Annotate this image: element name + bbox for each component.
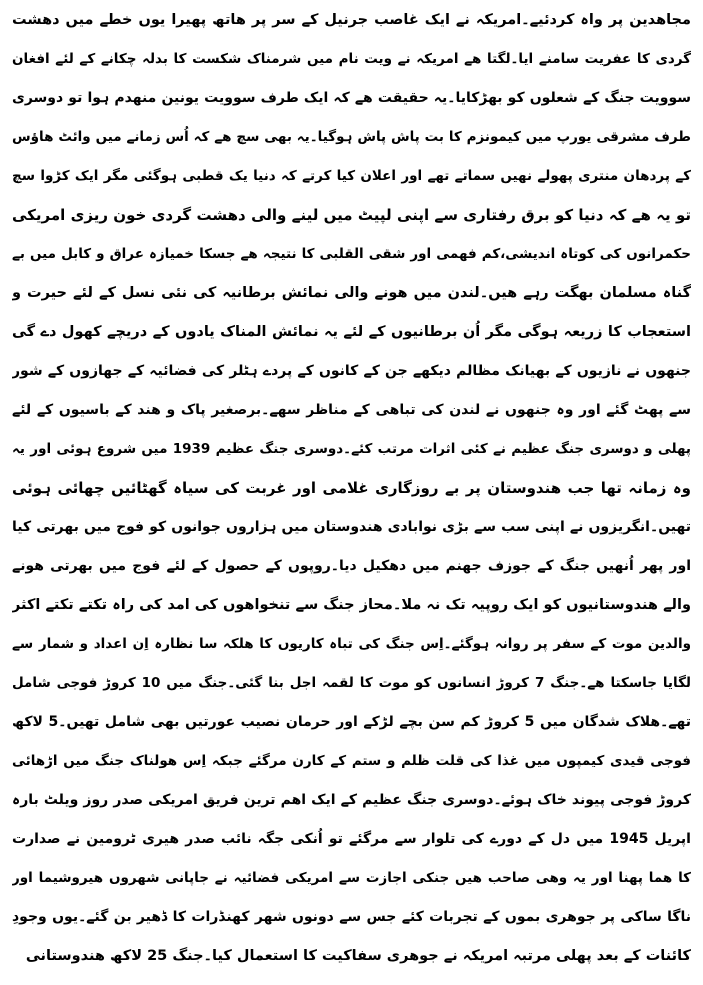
text-line-17: والدین موت کے سفر پر روانہ ہوگئے۔اِس جنگ کی تباہ کاریوں کا ھلکہ سا نظارہ اِن اعداد و شمار سے	[12, 636, 691, 652]
text-line-2: گردی کا عفریت سامنے ایا۔لگتا ھے امریکہ نے ویت نام میں شرمناک شکست کا بدلہ چکانے کے لئے افغان	[12, 51, 691, 67]
text-line-20: فوجی قیدی کیمپوں میں غذا کی قلت ظلم و ستم کے کارن مرگئے جبکہ اِس ھولناک جنگ میں اڑھائی	[12, 753, 691, 769]
text-line-6: تو یہ ھے کہ دنیا کو برق رفتاری سے اپنی لپیٹ میں لینے والی دھشت گردی خون ریزی امریکی	[12, 206, 691, 224]
text-line-1: مجاھدین پر واہ کردئیے۔امریکہ نے ایک غاصب جرنیل کے سر پر ھاتھ پھیرا یوں خطے میں دھشت	[12, 12, 691, 28]
text-line-7: حکمرانوں کی کوتاہ اندیشی،کم فھمی اور شقی القلبی کا نتیجہ ھے جسکا خمیازہ عراق و کابل میں بے	[12, 246, 691, 262]
text-line-14: تھیں۔انگریزوں نے اپنی سب سے بڑی نوابادی ھندوستان میں ہزاروں جوانوں کو فوج میں بھرتی کیا	[12, 519, 691, 535]
text-line-12: پھلی و دوسری جنگ عظیم نے کئی اثرات مرتب کئے۔دوسری جنگ عظیم 1939 میں شروع ہوئی اور یہ	[12, 441, 691, 457]
text-line-21: کروڑ فوجی پیوند خاک ہوئے۔دوسری جنگ عظیم کے ایک اھم ترین فریق امریکی صدر روز ویلٹ بارہ	[12, 792, 691, 808]
text-line-22: اپریل 1945 میں دل کے دورے کی تلوار سے مرگئے تو اُنکی جگہ نائب صدر ھیری ٹرومین نے صدارت	[12, 831, 691, 847]
text-line-23: کا ھما پھنا اور یہ وھی صاحب ھیں جنکی اجازت سے امریکی فضائیہ نے جاپانی شھروں ھیروشیما اور	[12, 870, 691, 886]
text-line-25: کائنات کے بعد پھلی مرتبہ امریکہ نے جوھری سفاکیت کا استعمال کیا۔جنگ 25 لاکھ ھندوستانی	[25, 948, 691, 964]
text-line-5: کے پردھان منتری پھولے نھیں سماتے تھے اور اعلان کیا کرتے کہ دنیا یک قطبی ہوگئی مگر ایک کڑوا سچ	[12, 168, 691, 184]
text-line-8: گناہ مسلمان بھگت رہے ھیں۔لندن میں ھونے والی نمائش برطانیہ کی نئی نسل کے لئے حیرت و	[12, 285, 691, 301]
text-line-18: لگایا جاسکتا ھے۔جنگ 7 کروڑ انسانوں کو موت کا لقمہ اجل بنا گئی۔جنگ میں 10 کروڑ فوجی شامل	[12, 675, 691, 691]
text-line-16: والے ھندوستانیوں کو ایک روپیہ تک نہ ملا۔محاز جنگ سے تنخواھوں کی امد کی راہ تکتے تکتے اکثر	[12, 597, 691, 613]
text-line-4: طرف مشرقی یورپ میں کیمونزم کا بت پاش پاش ہوگیا۔یہ بھی سچ ھے کہ اُس زمانے میں وائٹ ھاؤس	[12, 129, 691, 145]
text-line-13: وہ زمانہ تھا جب ھندوستان پر بے روزگاری غلامی اور غربت کی سیاہ گھٹائیں چھائی ہوئی	[12, 479, 691, 497]
text-line-11: سے پھٹ گئے اور وہ جنھوں نے لندن کی تباھی کے مناظر سھے۔برصغیر پاک و ھند کے باسیوں کے لئے	[12, 402, 691, 418]
text-line-9: استعجاب کا زریعہ ہوگی مگر اُن برطانیوں کے لئے یہ نمائش المناک یادوں کے دریچے کھول دے گی	[12, 324, 691, 340]
text-line-10: جنھوں نے نازیوں کے بھیانک مظالم دیکھے جن کے کانوں کے پردے ہٹلر کی فضائیہ کے جھازوں کے شور	[12, 363, 691, 379]
text-line-15: اور پھر اُنھیں جنگ کے جوزف جھنم میں دھکیل دیا۔روپوں کے حصول کے لئے فوج میں بھرتی ھونے	[12, 558, 691, 574]
text-line-19: تھے۔ھلاک شدگان میں 5 کروڑ کم سن بچے لڑکے اور حرمان نصیب عورتیں بھی شامل تھیں۔5 لاکھ	[12, 714, 691, 730]
text-line-3: سوویت جنگ کے شعلوں کو بھڑکایا۔یہ حقیقت ھے کہ ایک طرف سوویت یونین منھدم ہوا تو دوسری	[12, 90, 691, 106]
text-line-24: ناگا ساکی پر جوھری بموں کے تجربات کئے جس سے دونوں شھر کھنڈرات کا ڈھیر بن گئے۔یوں وجودِ	[12, 909, 691, 925]
